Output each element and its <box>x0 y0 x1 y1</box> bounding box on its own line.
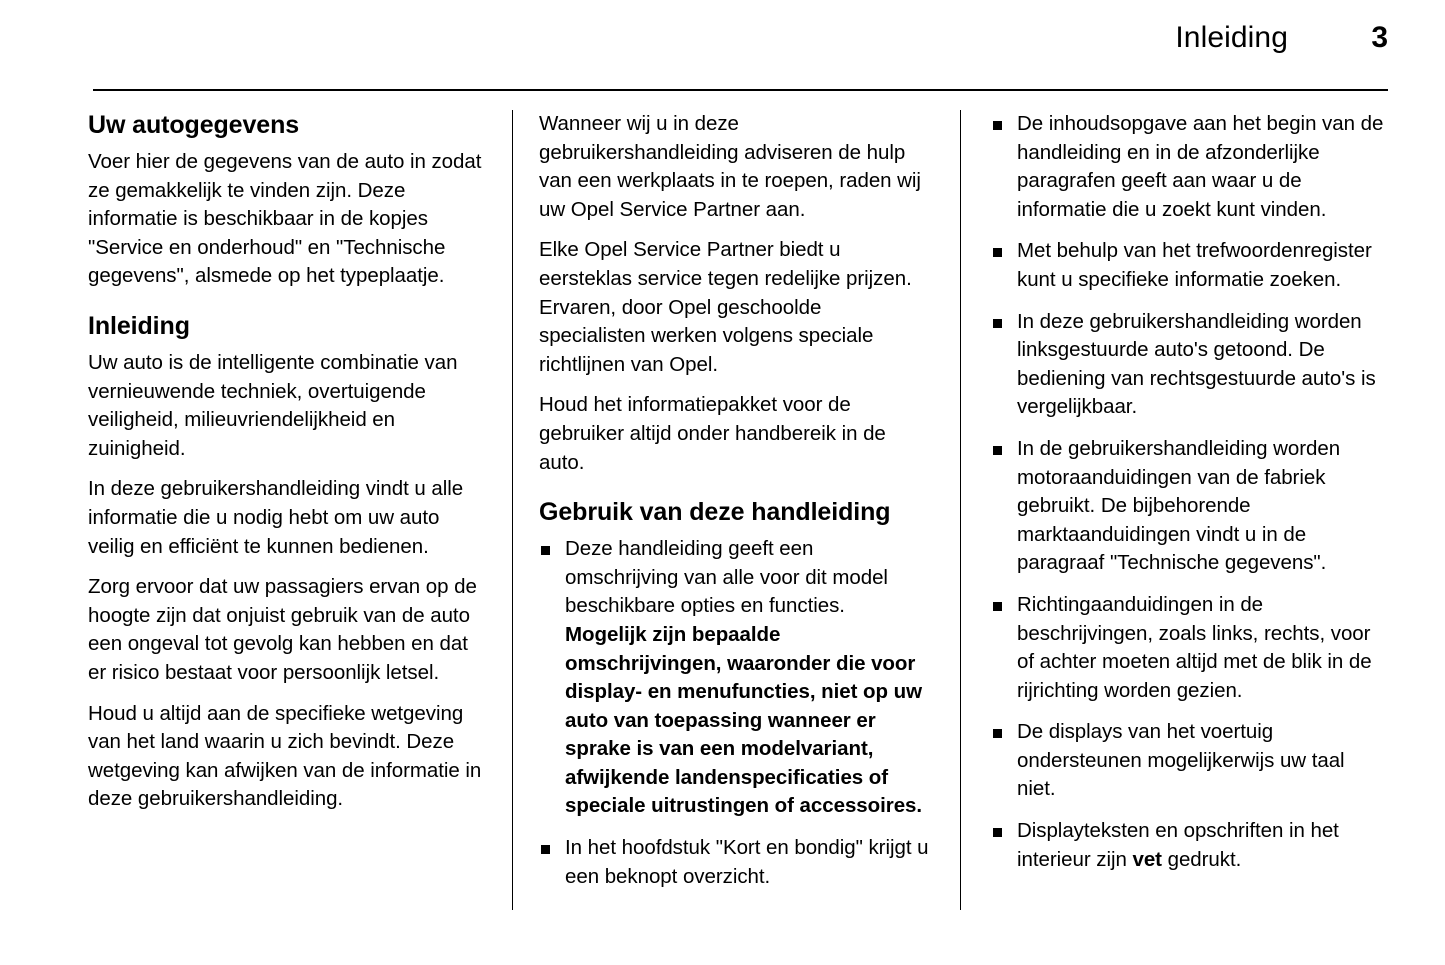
list-item-text: In het hoofdstuk "Kort en bondig" krijgt u een beknopt overzicht. <box>565 836 929 888</box>
heading-uw-autogegevens: Uw autogegevens <box>88 111 300 139</box>
column-three <box>960 110 1388 910</box>
list-item <box>991 237 1388 294</box>
paragraph-service-1: Wanneer wij u in deze gebruikershandleiding adviseren de hulp van een werkplaats in te roepen, raden wij uw Opel Service Partner aan. <box>539 112 921 221</box>
bullet-list-column-three <box>991 110 1388 874</box>
list-item <box>991 110 1388 224</box>
bullet-square-icon <box>993 729 1002 738</box>
list-item-text-bold: Mogelijk zijn bepaalde omschrijvingen, waaronder die voor display- en menufuncties, niet op uw auto van toepassing wanneer er sprake is van een modelvariant, afwijkende landenspecificaties of speciale uitrustingen of accessoires. <box>565 622 923 818</box>
column-one <box>88 110 512 910</box>
paragraph-service-2: Elke Opel Service Partner biedt u eersteklas service tegen redelijke prijzen. Ervaren, door Opel geschoolde specialisten werken volgens speciale richtlijnen van Opel. <box>539 238 912 376</box>
page-title: Inleiding <box>1175 21 1288 54</box>
paragraph-service-3: Houd het informatiepakket voor de gebruiker altijd onder handbereik in de auto. <box>539 393 886 474</box>
list-item <box>539 535 930 821</box>
header-divider <box>93 89 1388 91</box>
list-item <box>991 591 1388 705</box>
bullet-square-icon <box>993 248 1002 257</box>
heading-inleiding: Inleiding <box>88 311 190 340</box>
list-item-text-tail: gedrukt. <box>1161 847 1242 871</box>
paragraph-intro-2: In deze gebruikershandleiding vindt u alle informatie die u nodig hebt om uw auto veilig en efficiënt te kunnen bedienen. <box>88 477 464 558</box>
paragraph-intro-4: Houd u altijd aan de specifieke wetgeving van het land waarin u zich bevindt. Deze wetgeving kan afwijken van de informatie in deze gebruikershandleiding. <box>88 701 482 811</box>
page-header <box>93 20 1388 82</box>
bullet-square-icon <box>993 446 1002 455</box>
list-item-text: In de gebruikershandleiding worden motoraanduidingen van de fabriek gebruikt. De bijbehorende marktaanduidingen vindt u in de paragraaf "Technische gegevens". <box>1017 436 1341 575</box>
page-number: 3 <box>1371 21 1388 54</box>
bullet-square-icon <box>993 121 1002 130</box>
content-columns <box>88 110 1388 910</box>
list-item <box>991 718 1388 804</box>
bullet-square-icon <box>541 845 550 854</box>
bullet-square-icon <box>993 319 1002 328</box>
paragraph-intro-3: Zorg ervoor dat uw passagiers ervan op de hoogte zijn dat onjuist gebruik van de auto een ongeval tot gevolg kan hebben en dat er risico bestaat voor persoonlijk letsel. <box>88 575 477 684</box>
list-item-text: Displayteksten en opschriften in het interieur zijn <box>1017 819 1339 871</box>
heading-gebruik-van-deze-handleiding: Gebruik van deze handleiding <box>539 498 891 527</box>
list-item <box>991 435 1388 578</box>
list-item <box>991 308 1388 422</box>
list-item-text: De displays van het voertuig ondersteunen mogelijkerwijs uw taal niet. <box>1017 720 1345 801</box>
paragraph-intro-1: Uw auto is de intelligente combinatie van vernieuwende techniek, overtuigende veiligheid, milieuvriendelijkheid en zuinigheid. <box>88 350 458 460</box>
list-item-text: Met behulp van het trefwoordenregister kunt u specifieke informatie zoeken. <box>1017 239 1372 291</box>
list-item <box>991 817 1388 874</box>
list-item-text-bold: vet <box>1132 847 1162 871</box>
paragraph-autogegevens: Voer hier de gegevens van de auto in zodat ze gemakkelijk te vinden zijn. Deze informatie is beschikbaar in de kopjes "Service en onderhoud" en "Technische gegevens", alsmede op het typeplaatje. <box>88 150 482 288</box>
list-item <box>539 834 930 891</box>
list-item-text: In deze gebruikershandleiding worden linksgestuurde auto's getoond. De bediening van rechtsgestuurde auto's is vergelijkbaar. <box>1017 309 1376 419</box>
list-item-text: Richtingaanduidingen in de beschrijvingen, zoals links, rechts, voor of achter moeten altijd met de blik in de rijrichting worden gezien. <box>1017 592 1372 702</box>
list-item-text: De inhoudsopgave aan het begin van de handleiding en in de afzonderlijke paragrafen geeft aan waar u de informatie die u zoekt kunt vinden. <box>1017 112 1384 221</box>
bullet-square-icon <box>541 546 550 555</box>
bullet-square-icon <box>993 602 1002 611</box>
list-item-text: Deze handleiding geeft een omschrijving van alle voor dit model beschikbare opties en functies. <box>565 537 888 618</box>
bullet-square-icon <box>993 828 1002 837</box>
column-two <box>512 110 960 910</box>
bullet-list-column-two <box>539 535 930 891</box>
